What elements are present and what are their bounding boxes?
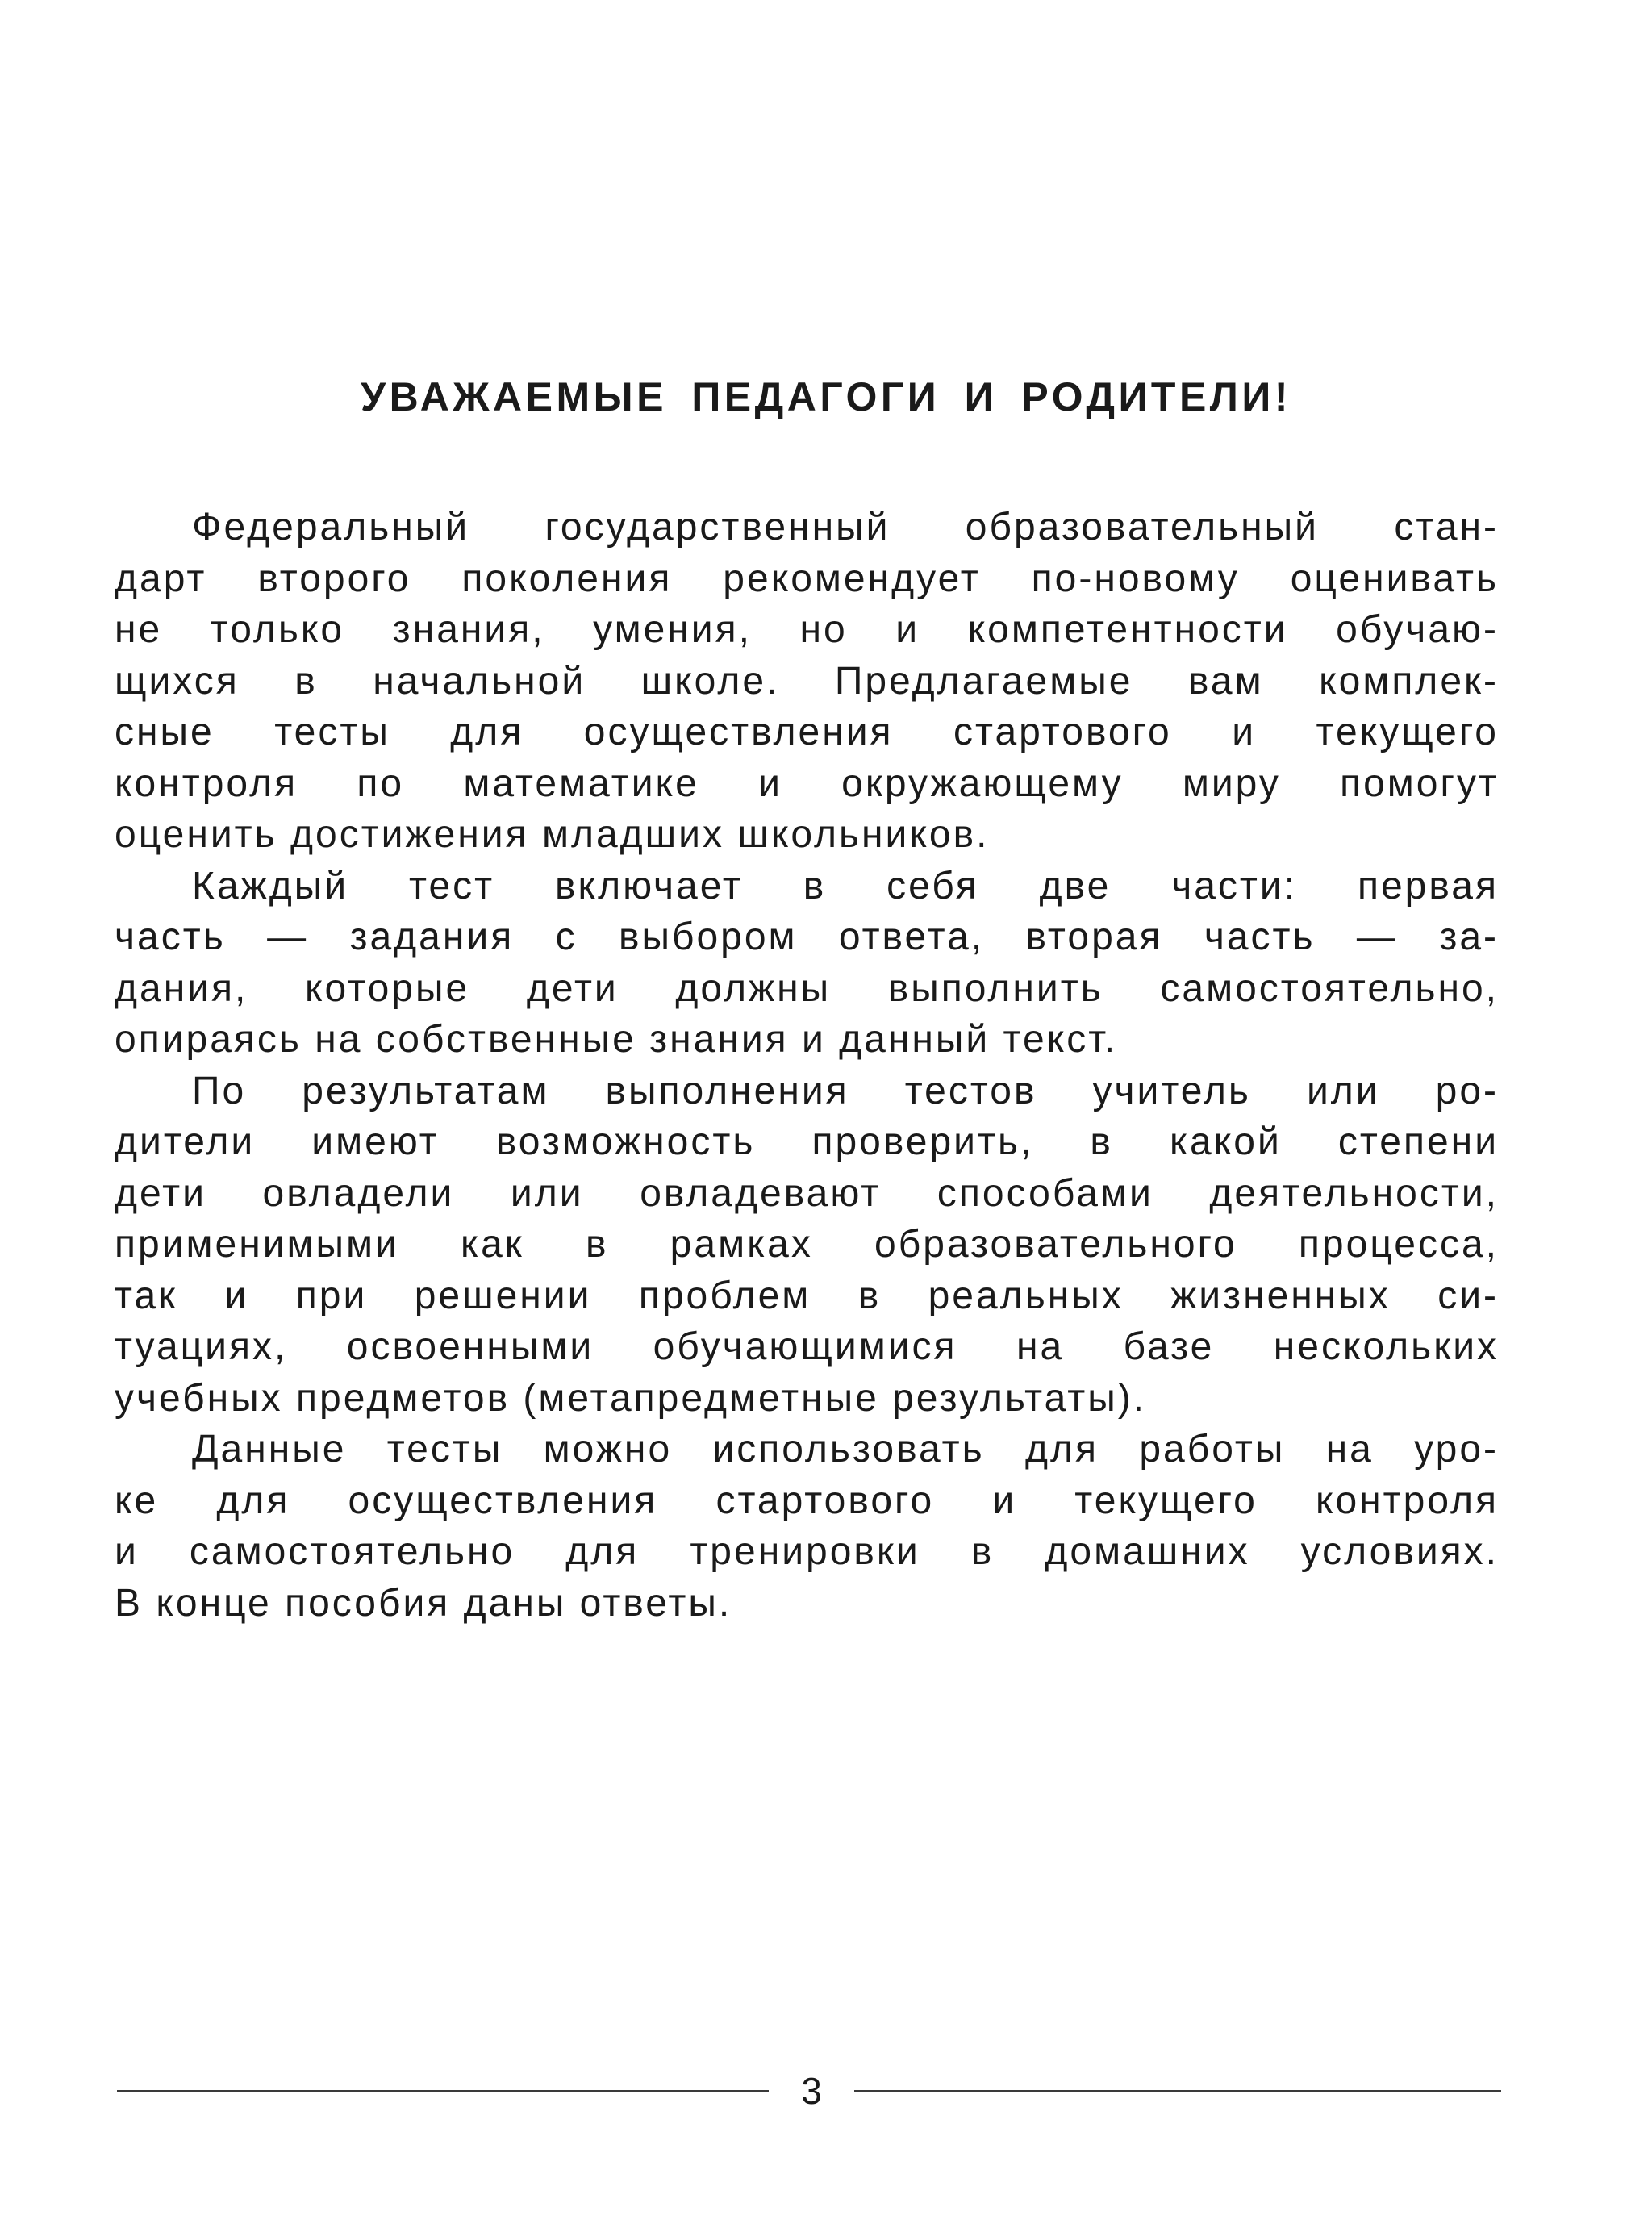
text-line: контроля по математике и окружающему миру помогут — [115, 761, 1499, 805]
text-line: учебных предметов (метапредметные результаты). — [115, 1376, 1147, 1420]
text-line: Данные тесты можно использовать для работы на уро- — [192, 1428, 1499, 1471]
page-title: УВАЖАЕМЫЕ ПЕДАГОГИ И РОДИТЕЛИ! — [361, 374, 1291, 419]
text-line: По результатам выполнения тестов учитель или ро- — [192, 1069, 1499, 1112]
page-number: 3 — [801, 2070, 822, 2112]
text-line: щихся в начальной школе. Предлагаемые вам комплек- — [115, 659, 1499, 703]
text-line: туациях, освоенными обучающимися на базе нескольких — [115, 1325, 1499, 1368]
text-line: Каждый тест включает в себя две части: первая — [192, 864, 1499, 907]
text-line: не только знания, умения, но и компетентности обучаю- — [115, 608, 1499, 651]
text-line: В конце пособия даны ответы. — [115, 1581, 732, 1625]
text-line: Федеральный государственный образовательный стан- — [192, 506, 1499, 549]
text-line: оценить достижения младших школьников. — [115, 813, 990, 856]
text-line: так и при решении проблем в реальных жизненных си- — [115, 1274, 1499, 1317]
page-footer — [117, 2065, 1501, 2117]
text-line: дители имеют возможность проверить, в какой степени — [115, 1120, 1499, 1163]
text-line: дети овладели или овладевают способами деятельности, — [115, 1171, 1499, 1215]
text-line: и самостоятельно для тренировки в домашних условиях. — [115, 1530, 1499, 1573]
text-line: часть — задания с выбором ответа, вторая часть — за- — [115, 916, 1499, 958]
text-line: ке для осуществления стартового и текущего контроля — [115, 1479, 1499, 1522]
text-line: сные тесты для осуществления стартового и текущего — [115, 711, 1499, 753]
footer-divider-right — [854, 2090, 1501, 2092]
text-line: опираясь на собственные знания и данный текст. — [115, 1018, 1118, 1061]
text-line: применимыми как в рамках образовательного процесса, — [115, 1223, 1499, 1266]
footer-divider-left — [117, 2090, 769, 2092]
body-text — [115, 502, 1499, 1629]
text-line: дарт второго поколения рекомендует по-новому оценивать — [115, 557, 1499, 600]
text-line: дания, которые дети должны выполнить самостоятельно, — [115, 966, 1499, 1010]
